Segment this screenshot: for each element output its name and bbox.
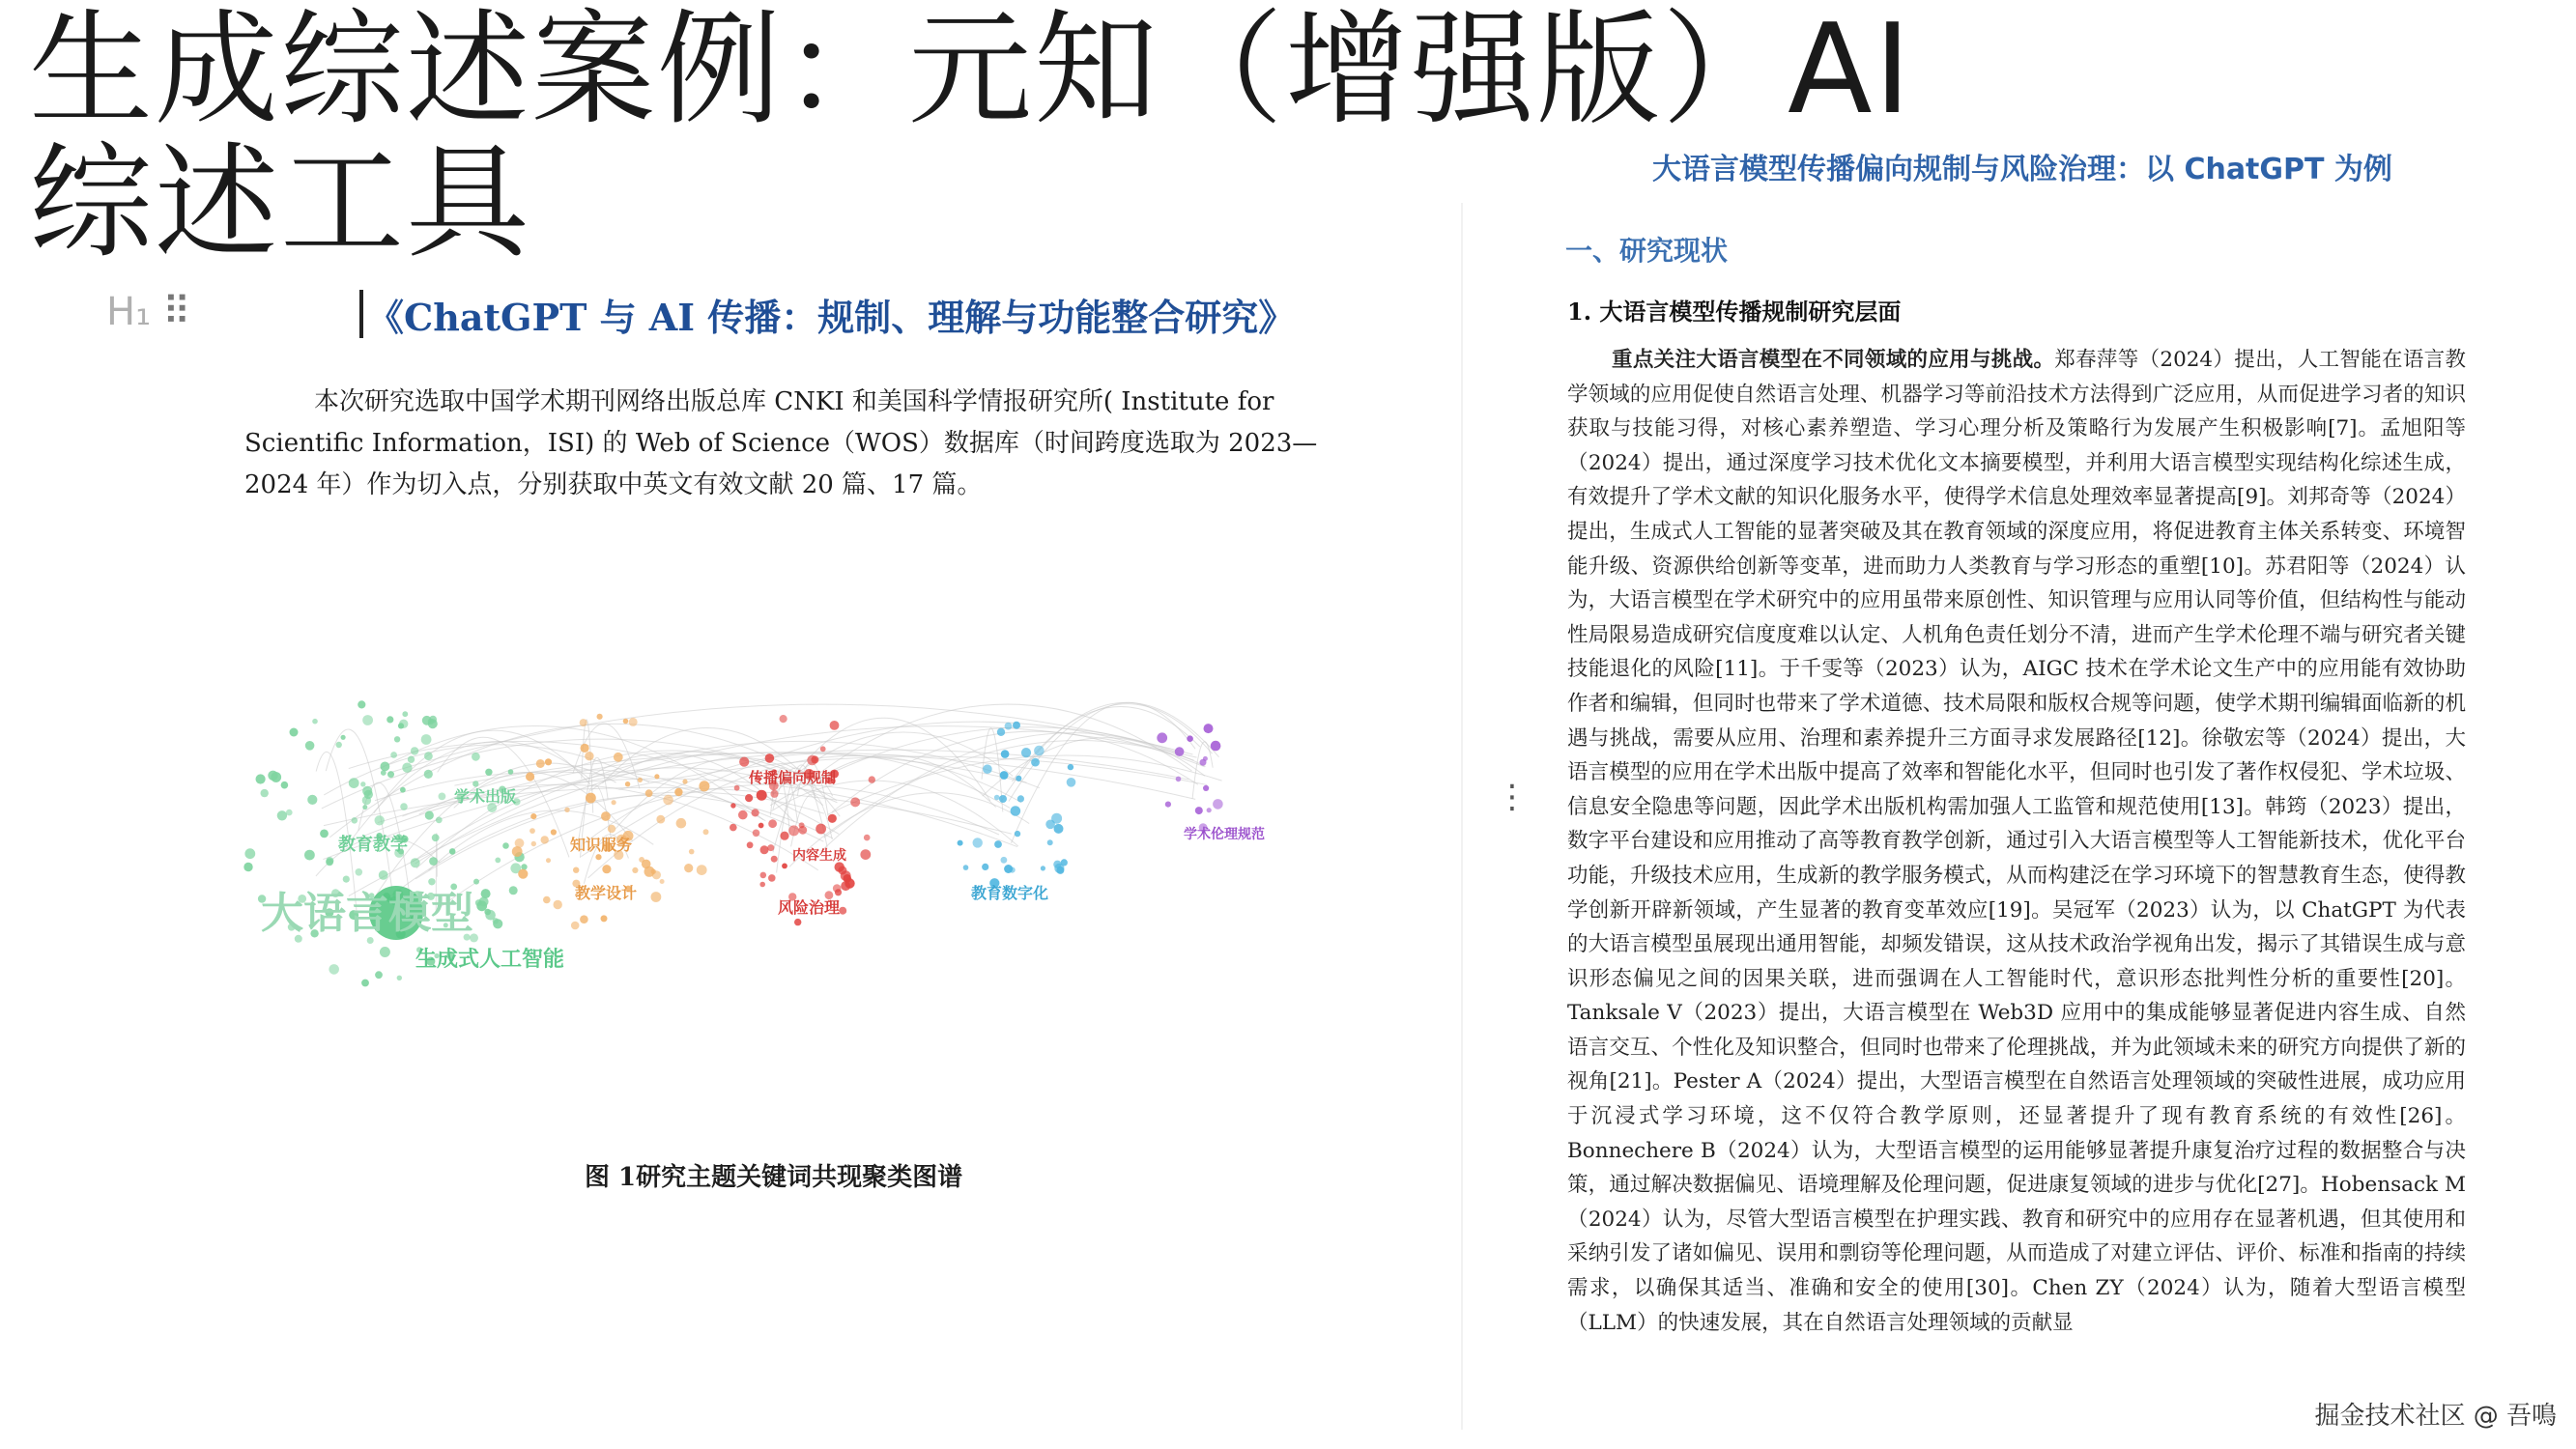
network-node bbox=[281, 781, 289, 789]
network-node bbox=[1061, 859, 1068, 866]
network-node bbox=[386, 716, 393, 723]
network-node bbox=[1004, 865, 1013, 873]
network-node bbox=[421, 734, 432, 745]
network-node bbox=[765, 753, 775, 763]
network-node bbox=[1176, 777, 1182, 782]
network-node bbox=[428, 719, 434, 724]
network-node bbox=[1054, 824, 1064, 834]
network-node bbox=[580, 915, 588, 923]
network-node bbox=[432, 834, 440, 841]
network-node bbox=[614, 753, 623, 762]
network-node bbox=[768, 874, 776, 882]
network-label-sub1: 生成式人工智能 bbox=[415, 948, 565, 972]
network-node bbox=[375, 815, 385, 825]
network-node bbox=[652, 870, 661, 879]
network-node bbox=[536, 759, 545, 768]
left-doc-paragraph[interactable]: 本次研究选取中国学术期刊网络出版总库 CNKI 和美国科学情报研究所( Institute for Scientific Information，ISI) 的 Web of Science（WOS）数据库（时间跨度选取为 2023—2024 年）作为切入点，分别获取中英文有效文献 20 篇、17 篇。 bbox=[244, 387, 1318, 499]
right-doc-section-heading[interactable]: 一、研究现状 bbox=[1565, 235, 1729, 267]
network-node bbox=[850, 797, 860, 807]
network-node bbox=[1011, 806, 1021, 816]
network-node bbox=[651, 892, 662, 902]
network-node bbox=[411, 747, 418, 754]
network-node bbox=[799, 822, 805, 828]
network-node bbox=[307, 795, 317, 805]
network-node bbox=[760, 872, 767, 879]
network-node bbox=[485, 769, 492, 776]
network-label-purple1: 学术伦理规范 bbox=[1184, 827, 1265, 842]
right-doc-lead: 重点关注大语言模型在不同领域的应用与挑战。 bbox=[1612, 348, 2055, 372]
network-node bbox=[757, 790, 767, 801]
network-label-red3: 内容生成 bbox=[792, 848, 846, 864]
network-node bbox=[1001, 857, 1008, 864]
network-node bbox=[780, 832, 788, 840]
network-node bbox=[1067, 778, 1076, 787]
network-node bbox=[312, 719, 318, 724]
network-node bbox=[397, 976, 402, 980]
network-node bbox=[586, 793, 596, 804]
network-node bbox=[1021, 748, 1031, 757]
network-node bbox=[963, 865, 969, 870]
network-node bbox=[261, 789, 269, 797]
network-node bbox=[1203, 785, 1209, 791]
left-doc-heading[interactable]: 《ChatGPT 与 AI 传播：规制、理解与功能整合研究》 bbox=[367, 296, 1296, 339]
network-link bbox=[326, 729, 391, 889]
network-node bbox=[994, 795, 1000, 801]
network-node bbox=[1041, 866, 1045, 870]
network-node bbox=[400, 803, 408, 810]
network-node bbox=[994, 840, 1002, 848]
network-node bbox=[256, 774, 266, 783]
network-node bbox=[983, 764, 992, 774]
network-node bbox=[305, 741, 315, 751]
network-node bbox=[428, 878, 435, 885]
network-node bbox=[597, 714, 603, 720]
network-node bbox=[645, 789, 653, 797]
network-node bbox=[1068, 764, 1073, 770]
network-node bbox=[674, 788, 682, 796]
network-node bbox=[379, 870, 388, 880]
network-node bbox=[973, 838, 983, 847]
network-node bbox=[449, 848, 456, 855]
network-node bbox=[358, 700, 365, 708]
network-node bbox=[380, 947, 390, 957]
network-node bbox=[581, 744, 589, 753]
network-node bbox=[320, 830, 329, 838]
network-node bbox=[411, 858, 420, 867]
network-node bbox=[512, 846, 523, 857]
network-node bbox=[660, 879, 665, 884]
drag-handle-icon[interactable]: ⠿ bbox=[162, 290, 186, 334]
network-node bbox=[1031, 758, 1040, 767]
network-node bbox=[758, 823, 764, 829]
network-node bbox=[632, 867, 638, 873]
network-node bbox=[243, 863, 252, 871]
network-node bbox=[676, 818, 687, 829]
network-node bbox=[833, 884, 842, 893]
network-node bbox=[530, 813, 536, 819]
network-node bbox=[753, 830, 760, 838]
network-node bbox=[381, 770, 386, 776]
network-node bbox=[1204, 724, 1214, 733]
network-node bbox=[682, 780, 687, 784]
network-node bbox=[1175, 747, 1185, 756]
network-link bbox=[819, 704, 1192, 774]
network-node bbox=[1047, 839, 1053, 845]
network-node bbox=[277, 810, 287, 820]
network-node bbox=[402, 711, 408, 717]
figure-caption: 图 1研究主题关键词共现聚类图谱 bbox=[585, 1163, 963, 1192]
network-node bbox=[573, 867, 579, 873]
network-node bbox=[580, 719, 587, 726]
network-node bbox=[684, 864, 693, 872]
network-node bbox=[747, 841, 754, 848]
network-label-red2: 风险治理 bbox=[778, 898, 841, 917]
network-node bbox=[697, 865, 707, 875]
network-node bbox=[545, 758, 552, 765]
network-node bbox=[381, 762, 390, 772]
network-node bbox=[997, 728, 1005, 736]
network-node bbox=[820, 746, 826, 752]
network-node bbox=[1187, 735, 1193, 742]
network-node bbox=[1213, 799, 1223, 810]
heading-block-marker: H₁ bbox=[106, 290, 152, 334]
network-node bbox=[508, 769, 514, 775]
network-node bbox=[1195, 807, 1203, 814]
network-link bbox=[814, 755, 995, 808]
network-node bbox=[387, 771, 394, 778]
network-node bbox=[780, 715, 787, 723]
network-node bbox=[788, 825, 799, 836]
network-node bbox=[1034, 746, 1045, 756]
network-node bbox=[738, 810, 748, 820]
network-node bbox=[654, 774, 659, 779]
network-node bbox=[244, 848, 255, 859]
network-node bbox=[530, 828, 535, 834]
network-node bbox=[400, 787, 406, 793]
network-node bbox=[770, 790, 778, 798]
network-node bbox=[1157, 732, 1167, 743]
network-node bbox=[1000, 771, 1009, 780]
network-node bbox=[399, 720, 408, 728]
network-node bbox=[1013, 722, 1020, 729]
network-node bbox=[629, 718, 638, 726]
network-node bbox=[402, 763, 412, 773]
network-node bbox=[1211, 741, 1221, 752]
network-node bbox=[782, 864, 787, 869]
network-node bbox=[526, 772, 534, 781]
network-node bbox=[439, 793, 446, 801]
network-node bbox=[356, 868, 363, 876]
network-node bbox=[394, 736, 400, 742]
network-node bbox=[362, 715, 373, 725]
network-link bbox=[1001, 702, 1218, 801]
network-node bbox=[554, 900, 562, 909]
network-label-large: 大语言模型 bbox=[261, 889, 473, 938]
network-node bbox=[290, 728, 299, 737]
network-node bbox=[479, 896, 489, 906]
network-node bbox=[958, 840, 963, 846]
network-node bbox=[329, 964, 339, 975]
network-node bbox=[601, 915, 608, 922]
right-doc-subsection-heading[interactable]: 1. 大语言模型传播规制研究层面 bbox=[1567, 298, 1902, 326]
network-node bbox=[638, 778, 643, 782]
network-node bbox=[502, 842, 509, 849]
network-label-green2: 教育教学 bbox=[338, 835, 408, 855]
network-node bbox=[623, 719, 629, 724]
network-node bbox=[472, 753, 480, 761]
network-node bbox=[612, 800, 616, 805]
network-node bbox=[595, 854, 601, 860]
network-label-blue1: 教育数字化 bbox=[971, 884, 1049, 902]
network-node bbox=[304, 850, 315, 861]
network-label-red1: 传播偏向规制 bbox=[749, 769, 837, 786]
network-node bbox=[472, 781, 478, 786]
network-node bbox=[551, 829, 557, 835]
network-node bbox=[1015, 831, 1020, 837]
network-node bbox=[571, 922, 580, 930]
network-node bbox=[1207, 808, 1212, 812]
network-node bbox=[1001, 750, 1010, 758]
network-node bbox=[602, 865, 611, 873]
network-node bbox=[326, 859, 333, 867]
network-node bbox=[352, 817, 358, 824]
network-label-green3: 学术出版 bbox=[454, 787, 517, 806]
network-node bbox=[375, 971, 383, 979]
network-node bbox=[493, 919, 502, 928]
network-node bbox=[585, 752, 593, 760]
network-node bbox=[982, 864, 988, 870]
network-node bbox=[1017, 795, 1024, 802]
network-node bbox=[625, 781, 630, 786]
network-node bbox=[408, 756, 415, 763]
network-node bbox=[739, 757, 749, 767]
network-node bbox=[343, 876, 350, 883]
network-node bbox=[429, 857, 438, 866]
network-node bbox=[362, 805, 367, 810]
network-node bbox=[424, 770, 433, 779]
network-node bbox=[268, 771, 277, 781]
network-node bbox=[689, 849, 695, 855]
network-label-orange2: 教学设计 bbox=[575, 884, 638, 902]
network-node bbox=[473, 879, 479, 885]
network-node bbox=[341, 735, 346, 740]
network-node bbox=[760, 845, 769, 854]
network-node bbox=[436, 817, 443, 824]
network-node bbox=[543, 896, 551, 904]
network-node bbox=[367, 937, 374, 944]
network-node bbox=[1005, 723, 1013, 730]
network-node bbox=[531, 841, 536, 846]
network-node bbox=[734, 785, 740, 791]
network-node bbox=[546, 858, 551, 863]
network-node bbox=[860, 849, 871, 860]
network-node bbox=[608, 825, 615, 833]
network-node bbox=[518, 869, 528, 879]
network-node bbox=[768, 819, 777, 828]
network-link bbox=[1011, 702, 1195, 842]
network-node bbox=[771, 856, 778, 863]
panel-divider bbox=[1461, 203, 1463, 1430]
network-node bbox=[349, 778, 359, 788]
network-node bbox=[1056, 867, 1064, 874]
network-node bbox=[1165, 802, 1171, 808]
slide-title: 生成综述案例：元知（增强版）AI综述工具 bbox=[29, 0, 1913, 275]
network-node bbox=[869, 776, 875, 782]
network-node bbox=[424, 752, 433, 760]
network-node bbox=[515, 838, 525, 848]
network-node bbox=[509, 886, 518, 895]
text-cursor bbox=[359, 290, 363, 338]
right-doc-body[interactable] bbox=[1567, 343, 2466, 1340]
network-link bbox=[349, 726, 1197, 896]
network-node bbox=[364, 790, 373, 799]
network-node bbox=[699, 781, 709, 791]
network-node bbox=[816, 824, 826, 835]
network-node bbox=[1051, 813, 1062, 824]
network-node bbox=[656, 815, 665, 824]
network-node bbox=[759, 882, 765, 888]
network-node bbox=[794, 919, 801, 925]
network-node bbox=[745, 794, 753, 802]
network-node bbox=[390, 752, 397, 758]
watermark: 掘金技术社区 @ 吾鳴 bbox=[2314, 1402, 2557, 1431]
network-node bbox=[541, 836, 549, 843]
network-node bbox=[811, 755, 818, 763]
network-label-orange1: 知识服务 bbox=[570, 836, 633, 854]
network-node bbox=[752, 809, 759, 816]
network-node bbox=[703, 829, 709, 835]
network-node bbox=[864, 835, 871, 841]
network-node bbox=[481, 889, 491, 898]
network-node bbox=[1016, 776, 1021, 781]
right-doc-title[interactable]: 大语言模型传播偏向规制与风险治理：以 ChatGPT 为例 bbox=[1652, 153, 2392, 186]
network-node bbox=[425, 810, 434, 819]
network-node bbox=[828, 814, 837, 823]
network-node bbox=[564, 808, 569, 812]
network-node bbox=[839, 907, 846, 915]
network-node bbox=[495, 858, 501, 864]
network-node bbox=[730, 824, 737, 832]
right-doc-body-text: 郑春萍等（2024）提出，人工智能在语言教学领域的应用促使自然语言处理、机器学习等前沿技术方法得到广泛应用，从而促进学习者的知识获取与技能习得，对核心素养塑造、学习心理分析及策略行为发展产生积极影响[7]。孟旭阳等（2024）提出，通过深度学习技术优化文本摘要模型，并利用大语言模型实现结构化综述生成，有效提升了学术文献的知识化服务水平，使得学术信息处理效率显著提高[9]。刘邦奇等（2024）提出，生成式人工智能的显著突破及其在教育领域的深度应用，将促进教育主体关系转变、环境智能升级、资源供给创新等变革，进而助力人类教育与学习形态的重塑[10]。苏君阳等（2024）认为，大语言模型在学术研究中的应用虽带来原创性、知识管理与应用认同等价值，但结构性与能动性局限易造成研究信度度难以认定、人机角色责任划分不清，进而产生学术伦理不端与研究者关键技能退化的风险[11]。于千雯等（2023）认为，AIGC 技术在学术论文生产中的应用能有效协助作者和编辑，但同时也带来了学术道德、技术局限和版权合规等问题，使学术期刊编辑面临新的机遇与挑战，需要从应用、治理和素养提升三方面寻求发展路径[12]。徐敬宏等（2024）提出，大语言模型的应用在学术出版中提高了效率和智能化水平，但同时也引发了著作权侵犯、学术垃圾、信息安全隐患等问题，因此学术出版机构需加强人工监管和规范使用[13]。韩筠（2023）提出，数字平台建设和应用推动了高等教育教学创新，通过引入大语言模型等人工智能新技术，优化平台功能，升级技术应用，生成新的教学服务模式，从而构建泛在学习环境下的智慧教育生态，使得教学创新开辟新领域，产生显著的教育变革效应[19]。吴冠军（2023）认为，以 ChatGPT 为代表的大语言模型虽展现出通用智能，却频发错误，这从技术政治学视角出发，揭示了其错误生成与意识形态偏见之间的因果关联，进而强调在人工智能时代，意识形态批判性分析的重要性[20]。Tanksale V（2023）提出，大语言模型在 Web3D 应用中的集成能够显著促进内容生成、自然语言交互、个性化及知识整合，但同时也带来了伦理挑战，并为此领域未来的研究方向提供了新的视角[21]。Pester A（2024）提出，大型语言模型在自然语言处理领域的突破性进展，成功应用于沉浸式学习环境，这不仅符合教学原则，还显著提升了现有教育系统的有效性[26]。Bonnechere B（2024）认为，大型语言模型的运用能够显著提升康复治疗过程的数据整合与决策，通过解决数据偏见、语境理解及伦理问题，促进康复领域的进步与优化[27]。Hobensack M（2024）认为，尽管大型语言模型在护理实践、教育和研究中的应用存在显著机遇，但其使用和采纳引发了诸如偏见、误用和剽窃等伦理问题，从而造成了对建立评估、评价、标准和指南的持续需求，以确保其适当、准确和安全的使用[30]。Chen ZY（2024）认为，随着大型语言模型（LLM）的快速发展，其在自然语言处理领域的贡献显 bbox=[1567, 348, 2467, 1335]
keyword-cooccurrence-network bbox=[242, 667, 1333, 1034]
network-node bbox=[360, 781, 365, 786]
network-node bbox=[830, 721, 840, 730]
network-node bbox=[999, 795, 1007, 803]
more-options-icon[interactable]: ⋮ bbox=[1496, 778, 1529, 816]
network-node bbox=[361, 980, 369, 987]
network-node bbox=[767, 844, 774, 851]
network-node bbox=[663, 795, 673, 806]
network-node bbox=[601, 811, 611, 821]
network-node bbox=[336, 742, 342, 748]
network-node bbox=[730, 803, 735, 808]
network-node bbox=[1200, 759, 1207, 766]
network-node bbox=[844, 878, 854, 888]
